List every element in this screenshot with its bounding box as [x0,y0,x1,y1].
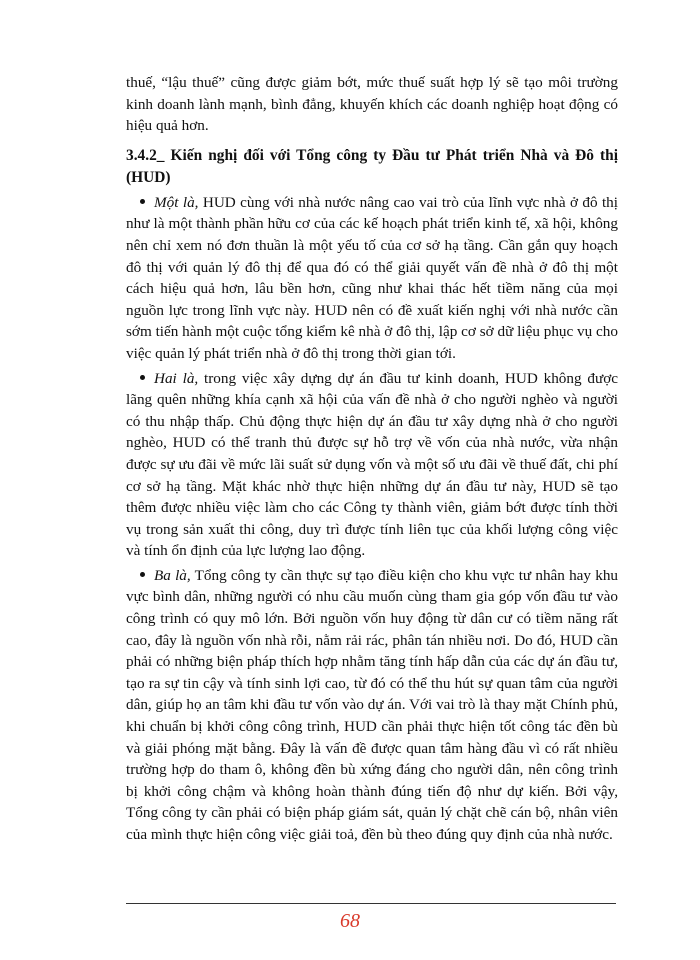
section-heading: 3.4.2_ Kiến nghị đối với Tổng công ty Đầu tư Phát triển Nhà và Đô thị (HUD) [126,146,618,186]
footer-divider [126,903,616,904]
page-number: 68 [340,910,360,932]
bullet-ordinal: Một là, [154,193,199,211]
bullet-paragraph-2 [126,368,618,562]
intro-paragraph: thuế, “lậu thuế” cũng được giảm bớt, mức thuế suất hợp lý sẽ tạo môi trường kinh doanh lành mạnh, bình đẳng, khuyến khích các doanh nghiệp hoạt động có hiệu quả hơn. [126,74,618,135]
bullet-icon [140,199,145,204]
bullet-paragraph-1 [126,192,618,365]
bullet-ordinal: Hai là, [154,369,199,387]
body-text [126,72,618,846]
bullet-icon [140,375,145,380]
bullet-paragraph-3 [126,565,618,846]
bullet-text: trong việc xây dựng dự án đầu tư kinh doanh, HUD không được lãng quên những khía cạnh xã hội của vấn đề nhà ở cho người nghèo và người có thu nhập thấp. Chủ động thực hiện dự án đầu tư xây dựng nhà ở cho người nghèo, HUD có thể tranh thủ được sự hỗ trợ về vốn của nhà nước, vừa nhận được sự ưu đãi về mức lãi suất sử dụng vốn và một số ưu đãi về thuế đất, chi phí cơ sở hạ tầng. Mặt khác nhờ thực hiện những dự án đầu tư này, HUD sẽ tạo thêm được nhiều việc làm cho các Công ty thành viên, giảm bớt được tính thời vụ trong sản xuất thi công, duy trì được tính liên tục của khối lượng công việc và tính ổn định của lực lượng lao động. [126,369,618,560]
bullet-ordinal: Ba là, [154,566,191,584]
bullet-text: HUD cùng với nhà nước nâng cao vai trò của lĩnh vực nhà ở đô thị như là một thành phần hữu cơ của các kế hoạch phát triển kinh tế, xã hội, không nên chỉ xem nó đơn thuần là một yếu tố của cơ sở hạ tầng. Cần gắn quy hoạch đô thị với quản lý đô thị để qua đó có thể giải quyết vấn đề nhà ở đô thị một cách hiệu quả hơn, lâu bền hơn, cũng như khai thác hết tiềm năng của mọi nguồn lực trong lĩnh vực này. HUD nên có đề xuất kiến nghị với nhà nước cần sớm tiến hành một cuộc tổng kiểm kê nhà ở đô thị, lập cơ sở dữ liệu phục vụ cho việc quản lý phát triển nhà ở đô thị trong thời gian tới. [126,193,618,362]
bullet-icon [140,572,145,577]
bullet-text: Tổng công ty cần thực sự tạo điều kiện cho khu vực tư nhân hay khu vực bình dân, những người có nhu cầu muốn cùng tham gia góp vốn đầu tư vào công trình có quy mô lớn. Bởi nguồn vốn huy động từ dân cư có tiềm năng rất cao, đây là nguồn vốn nhà rỗi, nằm rải rác, phân tán nhiều nơi. Do đó, HUD cần phải có những biện pháp thích hợp nhằm tăng tính hấp dẫn của các dự án đầu tư, tạo ra sự tin cậy và tính sinh lợi cao, từ đó có thể thu hút sự quan tâm của người dân, giúp họ an tâm khi đầu tư vốn vào dự án. Với vai trò là thay mặt Chính phủ, khi chuẩn bị khởi công công trình, HUD cần phải thực hiện tốt công tác đền bù và giải phóng mặt bằng. Đây là vấn đề được quan tâm hàng đầu vì có rất nhiều trường hợp do tham ô, không đền bù xứng đáng cho người dân, nên công trình bị khởi công chậm và không hoàn thành đúng tiến độ như dự kiến. Bởi vậy, Tổng công ty cần phải có biện pháp giám sát, quản lý chặt chẽ cán bộ, nhân viên của mình thực hiện công việc giải toả, đền bù theo đúng quy định của nhà nước. [126,566,619,843]
